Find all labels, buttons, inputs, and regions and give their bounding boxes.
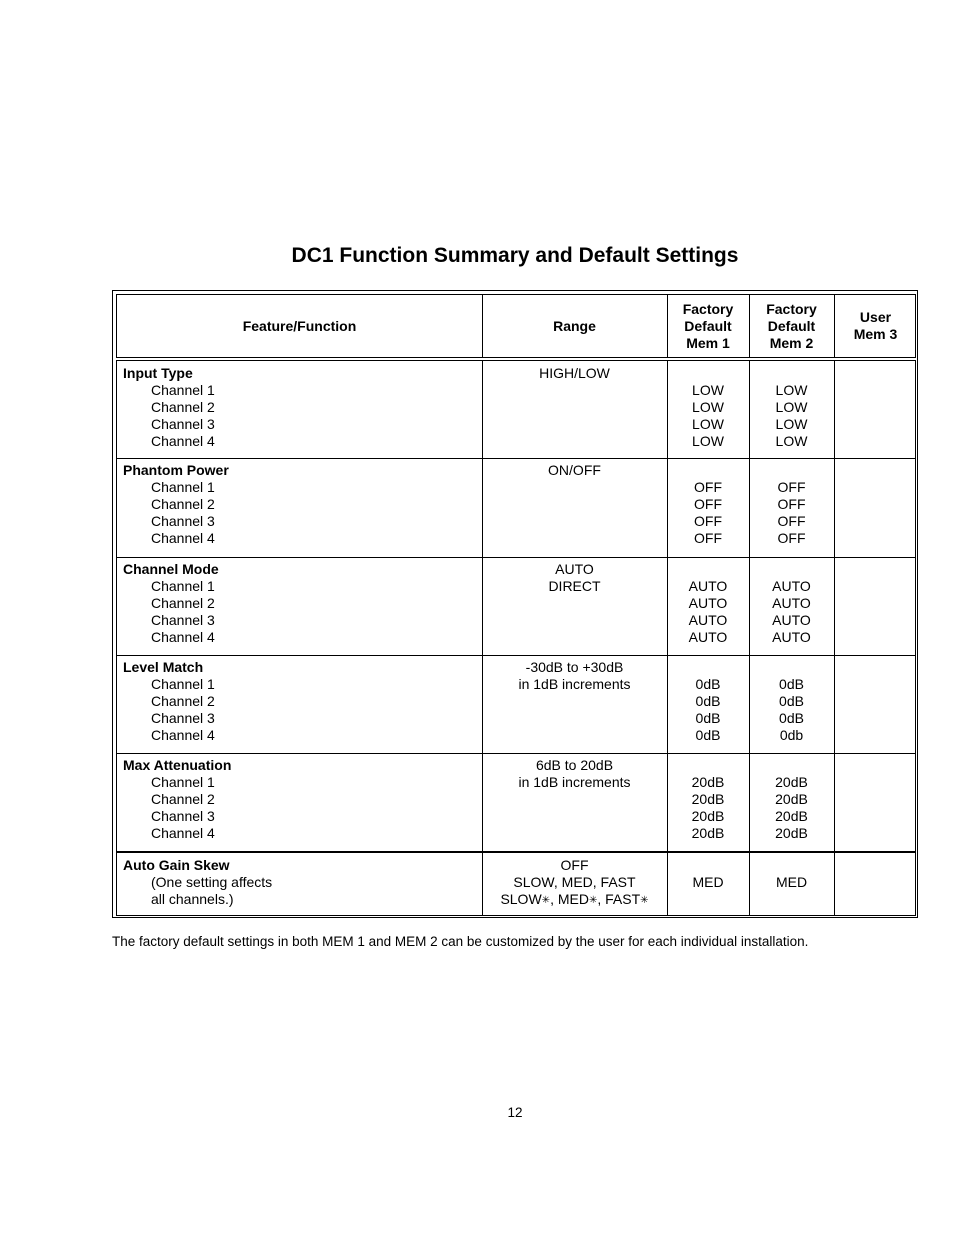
mem2-value: 0db [779, 727, 804, 743]
feature-title: Level Match [123, 659, 204, 675]
feature-cell [117, 655, 482, 753]
channel-label: Channel 1 [151, 479, 215, 495]
mem1-value: MED [692, 874, 724, 890]
mem2-value: 0dB [779, 693, 804, 709]
feature-cell [117, 557, 482, 655]
mem1-value: 0dB [695, 727, 721, 743]
mem1-value: AUTO [688, 578, 728, 594]
range-cell [482, 557, 667, 655]
mem2-value: 0dB [779, 710, 804, 726]
section-level-match [116, 655, 916, 754]
mem2-value: 0dB [779, 676, 804, 692]
mem2-value: OFF [777, 496, 806, 512]
mem2-cell [749, 458, 834, 557]
table-header [116, 294, 916, 358]
feature-title: Phantom Power [123, 462, 229, 478]
mem2-value: OFF [777, 513, 806, 529]
range-cell [482, 458, 667, 557]
channel-label: Channel 1 [151, 774, 215, 790]
mem2-cell [749, 557, 834, 655]
mem1-cell [667, 361, 749, 458]
mem1-value: 20dB [691, 791, 725, 807]
channel-label: Channel 3 [151, 416, 215, 432]
mem1-value: OFF [694, 496, 722, 512]
mem3-cell [834, 458, 917, 557]
mem1-value: 20dB [691, 774, 725, 790]
range-cell [482, 753, 667, 851]
page-title: DC1 Function Summary and Default Settings [291, 244, 739, 267]
header-mem2: Factory Default Mem 2 [766, 300, 817, 351]
mem2-value: LOW [775, 416, 808, 432]
feature-cell [117, 853, 482, 915]
mem3-cell [834, 853, 917, 915]
mem1-value: 0dB [695, 676, 721, 692]
channel-label: Channel 3 [151, 808, 215, 824]
range-value: -30dB to +30dB [525, 659, 624, 675]
range-value: in 1dB increments [518, 774, 631, 790]
channel-label: Channel 4 [151, 825, 215, 841]
mem2-value: OFF [777, 530, 806, 546]
feature-title: Auto Gain Skew [123, 857, 230, 873]
mem2-value: AUTO [772, 629, 811, 645]
note-line: (One setting affects [151, 874, 273, 890]
range-value: DIRECT [548, 578, 601, 594]
mem3-cell [834, 655, 917, 753]
mem2-value: AUTO [772, 612, 811, 628]
channel-label: Channel 4 [151, 530, 215, 546]
mem1-cell [667, 557, 749, 655]
range-slow: SLOW [500, 891, 542, 907]
mem1-value: OFF [694, 479, 722, 495]
feature-title: Input Type [123, 365, 193, 381]
footnote: The factory default settings in both MEM 1 and MEM 2 can be customized by the user for each individual installation. [112, 934, 809, 949]
section-auto-gain-skew [116, 853, 916, 916]
range-med: MED [557, 891, 589, 907]
mem1-value: LOW [692, 433, 724, 449]
channel-label: Channel 2 [151, 399, 215, 415]
mem1-value: OFF [694, 513, 722, 529]
channel-label: Channel 4 [151, 433, 215, 449]
mem1-value: LOW [692, 382, 724, 398]
page-number: 12 [507, 1105, 523, 1120]
channel-label: Channel 4 [151, 727, 215, 743]
section-phantom-power [116, 458, 916, 558]
channel-label: Channel 2 [151, 791, 215, 807]
mem2-value: AUTO [772, 578, 811, 594]
mem2-cell [749, 655, 834, 753]
range-value: ON/OFF [548, 462, 601, 478]
header-mem3: User Mem 3 [853, 309, 898, 342]
note-line: all channels.) [151, 891, 234, 907]
feature-cell [117, 753, 482, 851]
feature-title: Max Attenuation [123, 757, 232, 773]
star-icon: ✳ [640, 895, 649, 906]
mem1-cell [667, 853, 749, 915]
mem1-value: 20dB [691, 808, 725, 824]
range-cell [482, 361, 667, 458]
mem2-value: 20dB [775, 825, 808, 841]
mem2-cell [749, 853, 834, 915]
mem1-value: AUTO [688, 629, 728, 645]
section-max-attenuation [116, 753, 916, 853]
channel-label: Channel 3 [151, 710, 215, 726]
header-feature: Feature/Function [242, 317, 357, 334]
mem2-value: LOW [775, 382, 808, 398]
star-icon: ✳ [541, 895, 551, 906]
mem1-value: 20dB [691, 825, 725, 841]
channel-label: Channel 2 [151, 693, 215, 709]
mem2-value: 20dB [775, 791, 808, 807]
range-value: 6dB to 20dB [535, 757, 614, 773]
range-value: HIGH/LOW [539, 365, 610, 381]
mem1-value: LOW [692, 399, 724, 415]
mem2-cell [749, 753, 834, 851]
mem2-value: LOW [775, 399, 808, 415]
range-value: AUTO [555, 561, 594, 577]
channel-label: Channel 3 [151, 513, 215, 529]
channel-label: Channel 1 [151, 382, 215, 398]
channel-label: Channel 2 [151, 496, 215, 512]
feature-title: Channel Mode [123, 561, 219, 577]
header-mem1: Factory Default Mem 1 [682, 300, 734, 351]
mem2-value: 20dB [775, 808, 808, 824]
channel-label: Channel 2 [151, 595, 215, 611]
feature-cell [117, 361, 482, 458]
channel-label: Channel 3 [151, 612, 215, 628]
mem2-cell [749, 361, 834, 458]
channel-label: Channel 1 [151, 676, 215, 692]
section-channel-mode [116, 557, 916, 656]
range-value-starred: SLOW✳, MED✳, FAST✳ [500, 891, 649, 907]
mem2-value: AUTO [772, 595, 811, 611]
mem1-value: AUTO [688, 595, 728, 611]
range-cell [482, 655, 667, 753]
mem3-cell [834, 361, 917, 458]
mem1-cell [667, 655, 749, 753]
mem1-cell [667, 458, 749, 557]
mem3-cell [834, 557, 917, 655]
range-fast: FAST [605, 891, 641, 907]
mem1-value: 0dB [695, 693, 721, 709]
range-value: OFF [560, 857, 589, 873]
range-cell [482, 853, 667, 915]
mem1-value: AUTO [688, 612, 728, 628]
range-value: in 1dB increments [518, 676, 631, 692]
channel-label: Channel 4 [151, 629, 215, 645]
section-input-type [116, 360, 916, 459]
header-range: Range [553, 317, 596, 334]
range-value: SLOW, MED, FAST [513, 874, 636, 890]
mem3-cell [834, 753, 917, 851]
mem1-cell [667, 753, 749, 851]
channel-label: Channel 1 [151, 578, 215, 594]
mem1-value: 0dB [695, 710, 721, 726]
mem1-value: LOW [692, 416, 724, 432]
feature-cell [117, 458, 482, 557]
mem1-value: OFF [694, 530, 722, 546]
mem2-value: OFF [777, 479, 806, 495]
mem2-value: 20dB [775, 774, 808, 790]
star-icon: ✳ [588, 895, 598, 906]
mem2-value: LOW [775, 433, 808, 449]
mem2-value: MED [775, 874, 808, 890]
